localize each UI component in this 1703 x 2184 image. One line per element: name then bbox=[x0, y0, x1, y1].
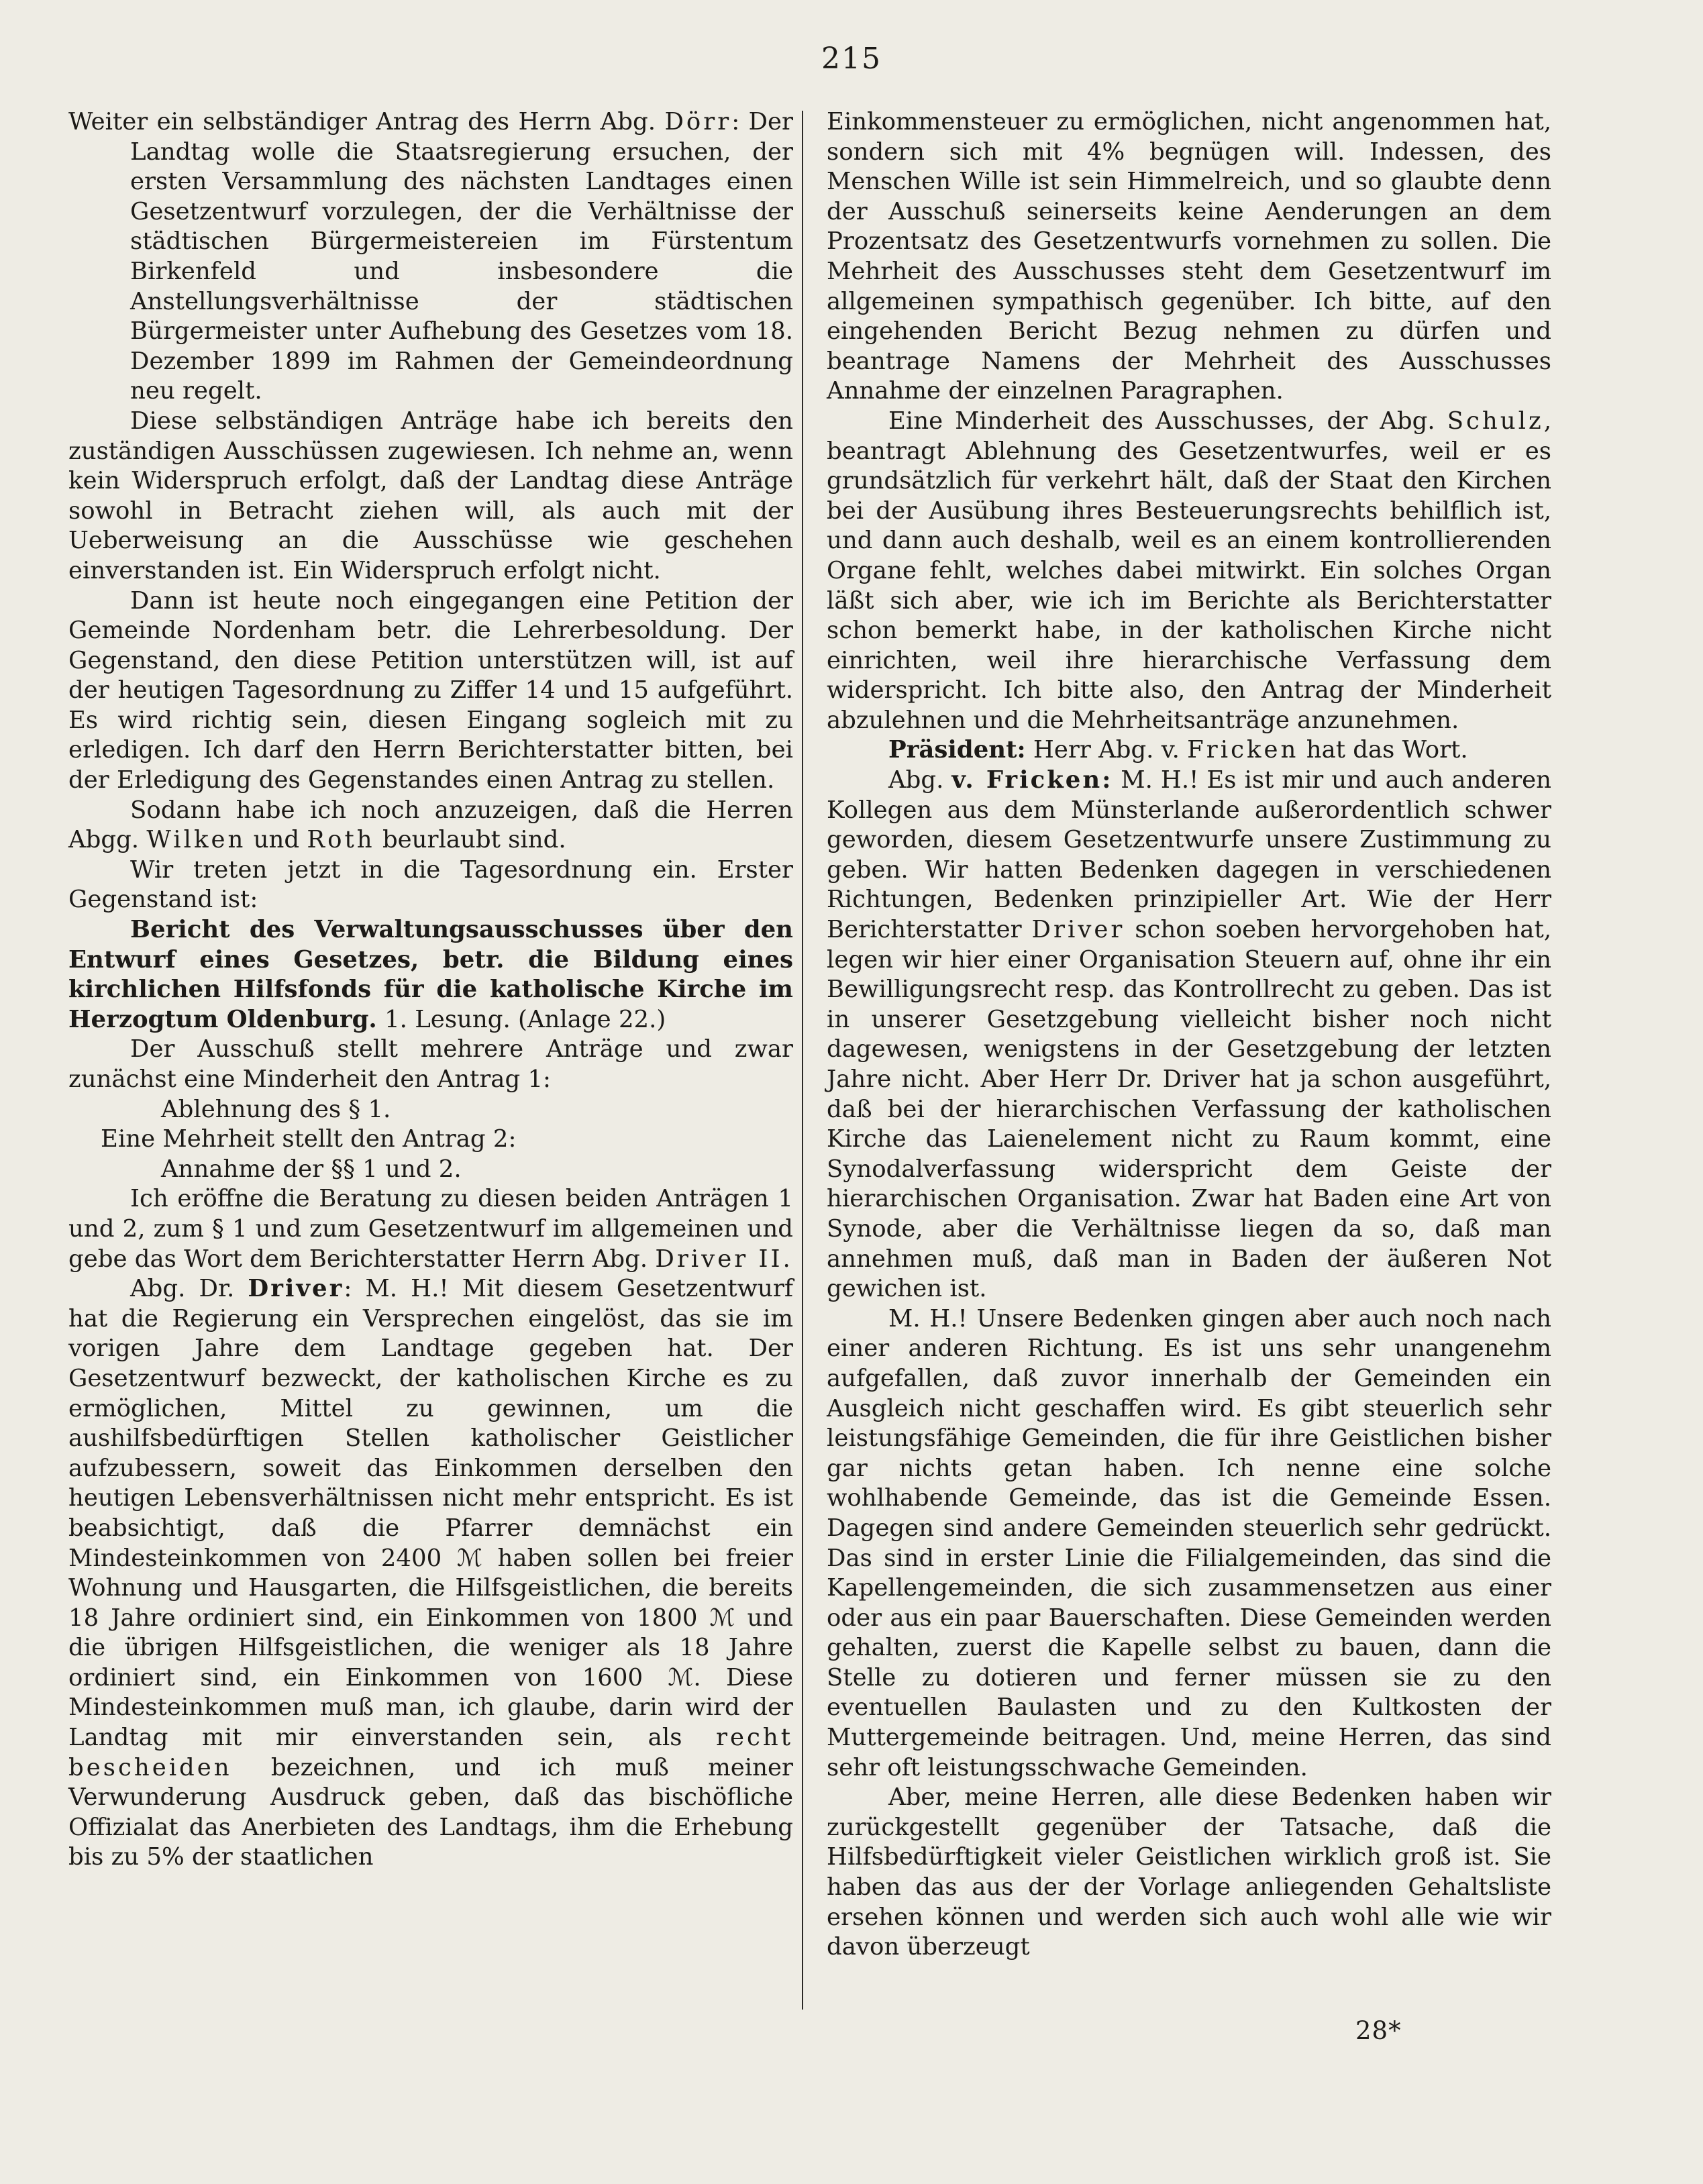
right-column bbox=[827, 107, 1551, 1963]
president-line bbox=[827, 735, 1551, 766]
text-segment: Abg. Dr. bbox=[130, 1275, 235, 1303]
paragraph: Aber, meine Herren, alle diese Bedenken haben wir zurückgestellt gegenüber der Tatsache, daß die Hilfsbedürftigkeit vieler Geistlichen wirklich groß ist. Sie haben das aus der der Vorlage anliegenden Gehaltsliste ersehen können und werden sich auch wohl alle wie wir davon überzeugt bbox=[827, 1783, 1551, 1961]
text-segment: und bbox=[253, 826, 300, 854]
text-segment: schon soeben hervorgehoben hat, legen wir hier einer Organisation Steuern auf, ohne ihr ein Bewilligungsrecht resp. das Kontrollrecht zu geben. Das ist in unserer Gesetzgebung vielleicht bisher noch nicht dagewesen, wenigstens in der Gesetzgebung der letzten Jahre nicht. Aber Herr Dr. Driver hat ja schon ausgeführt, daß bei der hierarchischen Verfassung der katholischen Kirche das Laienelement nicht zu Raum kommt, eine Synodalverfassung widerspricht dem Geiste der hierarchischen Organisation. Zwar hat Baden eine Art von Synode, aber die Verhältnisse liegen da so, daß man annehmen muß, daß man in Baden der äußeren Not gewichen ist. bbox=[827, 916, 1551, 1303]
paragraph-absent bbox=[68, 796, 793, 855]
name-driver: Driver bbox=[1031, 916, 1125, 944]
paragraph-doerr-motion bbox=[68, 107, 793, 407]
text-segment: Weiter ein selbständiger Antrag des Herrn Abg. bbox=[68, 108, 656, 136]
paragraph: M. H.! Unsere Bedenken gingen aber auch noch nach einer anderen Richtung. Es ist uns sehr unangenehm aufgefallen, daß zuvor innerhalb der Gemeinden ein Ausgleich nicht geschaffen wird. Es gibt steuerlich sehr leistungsfähige Gemeinden, die für ihre Geistlichen bisher gar nichts getan haben. Ich nenne eine solche wohlhabende Gemeinde, das ist die Gemeinde Essen. Dagegen sind andere Gemeinden steuerlich sehr gedrückt. Das sind in erster Linie die Filialgemeinden, das sind die Kapellengemeinden, die sich zusammensetzen aus einer oder aus ein paar Bauerschaften. Diese Gemeinden werden gehalten, zuerst die Kapelle selbst zu bauen, dann die Stelle zu dotieren und ferner müssen sie zu den eventuellen Baulasten und zu den Kultkosten der Muttergemeinde beitragen. Und, meine Herren, das sind sehr oft leistungsschwache Gemeinden. bbox=[827, 1304, 1551, 1781]
text-segment: Herr Abg. v. bbox=[1033, 736, 1180, 764]
text-segment: : M. H.! Mit diesem Gesetzentwurf hat die Regierung ein Versprechen eingelöst, das sie im vorigen Jahre dem Landtage gegeben hat. Der Gesetzentwurf bezweckt, der katholischen Kirche es zu ermöglichen, Mittel zu gewinnen, um die aushilfsbedürftigen Stellen katholischer Geistlicher aufzubessern, soweit das Einkommen derselben den heutigen Lebensverhältnissen nicht mehr entspricht. Es ist beabsichtigt, daß die Pfarrer demnächst ein Mindesteinkommen von 2400 ℳ haben sollen bei freier Wohnung und Hausgarten, die Hilfsgeistlichen, die bereits 18 Jahre ordiniert sind, ein Einkommen von 1800 ℳ und die übrigen Hilfsgeistlichen, die weniger als 18 Jahre ordiniert sind, ein Einkommen von 1600 ℳ. Diese Mindesteinkommen muß man, ich glaube, darin wird der Landtag mit mir einverstanden sein, als bbox=[68, 1275, 793, 1752]
motion-item: Annahme der §§ 1 und 2. bbox=[161, 1155, 462, 1183]
paragraph: Der Ausschuß stellt mehrere Anträge und zwar zunächst eine Minderheit den Antrag 1: bbox=[68, 1035, 793, 1093]
speech-driver bbox=[68, 1274, 793, 1873]
text-segment: Eine Minderheit des Ausschusses, der Abg. bbox=[888, 407, 1435, 435]
signature-mark: 28* bbox=[1355, 2016, 1402, 2045]
reading-note: 1. Lesung. (Anlage 22.) bbox=[384, 1005, 666, 1033]
motion-item: Ablehnung des § 1. bbox=[161, 1095, 391, 1123]
agenda-heading bbox=[68, 915, 793, 1035]
paragraph bbox=[68, 1184, 793, 1274]
text-segment: bezeichnen, und ich muß meiner Verwunderung Ausdruck geben, daß das bischöfliche Offizialat das Anerbieten des Landtags, ihm die Erhebung bis zu 5% der staatlichen bbox=[68, 1753, 793, 1871]
left-column bbox=[68, 107, 793, 1873]
speaker-president: Präsident: bbox=[888, 736, 1026, 764]
text-segment: : Der Landtag wolle die Staatsregierung ersuchen, der ersten Versammlung des nächsten Landtages einen Gesetzentwurf vorzulegen, der die Verhältnisse der städtischen Bürgermeistereien im Fürstentum Birkenfeld und insbesondere die Anstellungsverhältnisse der städtischen Bürgermeister unter Aufhebung des Gesetzes vom 18. Dezember 1899 im Rahmen der Gemeindeordnung neu regelt. bbox=[130, 108, 794, 405]
name-doerr: Dörr bbox=[664, 108, 732, 136]
column-divider bbox=[802, 111, 803, 2010]
text-segment: Abg. bbox=[888, 766, 944, 794]
text-segment: , beantragt Ablehnung des Gesetzentwurfes, weil er es grundsätzlich für verkehrt hält, daß der Staat den Kirchen bei der Ausübung ihres Besteuerungsrechts behilflich ist, und dann auch deshalb, weil es an einem kontrollierenden Organe fehlt, welches dabei mitwirkt. Ein solches Organ läßt sich aber, wie ich im Berichte als Berichterstatter schon bemerkt habe, in der katholischen Kirche nicht einrichten, weil ihre hierarchische Verfassung dem widerspricht. Ich bitte also, den Antrag der Minderheit abzulehnen und die Mehrheitsanträge anzunehmen. bbox=[827, 407, 1551, 734]
text-segment: Sodann habe ich noch anzuzeigen, daß die Herren Abgg. bbox=[68, 796, 793, 854]
speaker-driver: Driver bbox=[248, 1275, 344, 1303]
paragraph: Dann ist heute noch eingegangen eine Petition der Gemeinde Nordenham betr. die Lehrerbesoldung. Der Gegenstand, den diese Petition unterstützen will, ist auf der heutigen Tagesordnung zu Ziffer 14 und 15 aufgeführt. Es wird richtig sein, diesen Eingang sogleich mit zu erledigen. Ich darf den Herrn Berichterstatter bitten, bei der Erledigung des Gegenstandes einen Antrag zu stellen. bbox=[68, 586, 793, 794]
speech-fricken bbox=[827, 766, 1551, 1304]
name-fricken: Fricken bbox=[1187, 736, 1299, 764]
text-segment: Ich eröffne die Beratung zu diesen beiden Anträgen 1 und 2, zum § 1 und zum Gesetzentwurf im allgemeinen und gebe das Wort dem Berichterstatter Herrn Abg. bbox=[68, 1185, 793, 1273]
paragraph-minority bbox=[827, 407, 1551, 736]
text-segment: hat das Wort. bbox=[1306, 736, 1468, 764]
paragraph: Eine Mehrheit stellt den Antrag 2: bbox=[101, 1125, 517, 1153]
paragraph: Diese selbständigen Anträge habe ich bereits den zuständigen Ausschüssen zugewiesen. Ich nehme an, wenn kein Widerspruch erfolgt, daß der Landtag diese Anträge sowohl in Betracht ziehen will, als auch mit der Ueberweisung an die Ausschüsse wie geschehen einverstanden ist. Ein Widerspruch erfolgt nicht. bbox=[68, 407, 793, 584]
paragraph: Einkommensteuer zu ermöglichen, nicht angenommen hat, sondern sich mit 4% begnügen will. Indessen, des Menschen Wille ist sein Himmelreich, und so glaubte denn der Ausschuß seinerseits keine Aenderungen an dem Prozentsatz des Gesetzentwurfs vornehmen zu sollen. Die Mehrheit des Ausschusses steht dem Gesetzentwurf im allgemeinen sympathisch gegenüber. Ich bitte, auf den eingehenden Bericht Bezug nehmen zu dürfen und beantrage Namens der Mehrheit des Ausschusses Annahme der einzelnen Paragraphen. bbox=[827, 108, 1551, 405]
heading-text: Bericht des Verwaltungsausschusses über den Entwurf eines Gesetzes, betr. die Bildung eines kirchlichen Hilfsfonds für die katholische Kirche im Herzogtum Oldenburg. bbox=[68, 916, 793, 1033]
text-segment: M. H.! Es ist mir und auch anderen Kollegen aus dem Münsterlande außerordentlich schwer geworden, diesem Gesetzentwurfe unsere Zustimmung zu geben. Wir hatten Bedenken dagegen in verschiedenen Richtungen, Bedenken prinzipieller Art. Wie der Herr Berichterstatter bbox=[827, 766, 1552, 944]
page-number: 215 bbox=[821, 42, 882, 76]
name-wilken: Wilken bbox=[146, 826, 246, 854]
name-schulz: Schulz bbox=[1447, 407, 1544, 435]
emphasis-text: recht bescheiden bbox=[68, 1724, 793, 1781]
paragraph: Wir treten jetzt in die Tagesordnung ein. Erster Gegenstand ist: bbox=[68, 855, 793, 914]
text-segment: beurlaubt sind. bbox=[382, 826, 566, 854]
speaker-fricken: v. Fricken: bbox=[951, 766, 1113, 794]
name-driver: Driver II. bbox=[655, 1245, 793, 1273]
name-roth: Roth bbox=[307, 826, 375, 854]
